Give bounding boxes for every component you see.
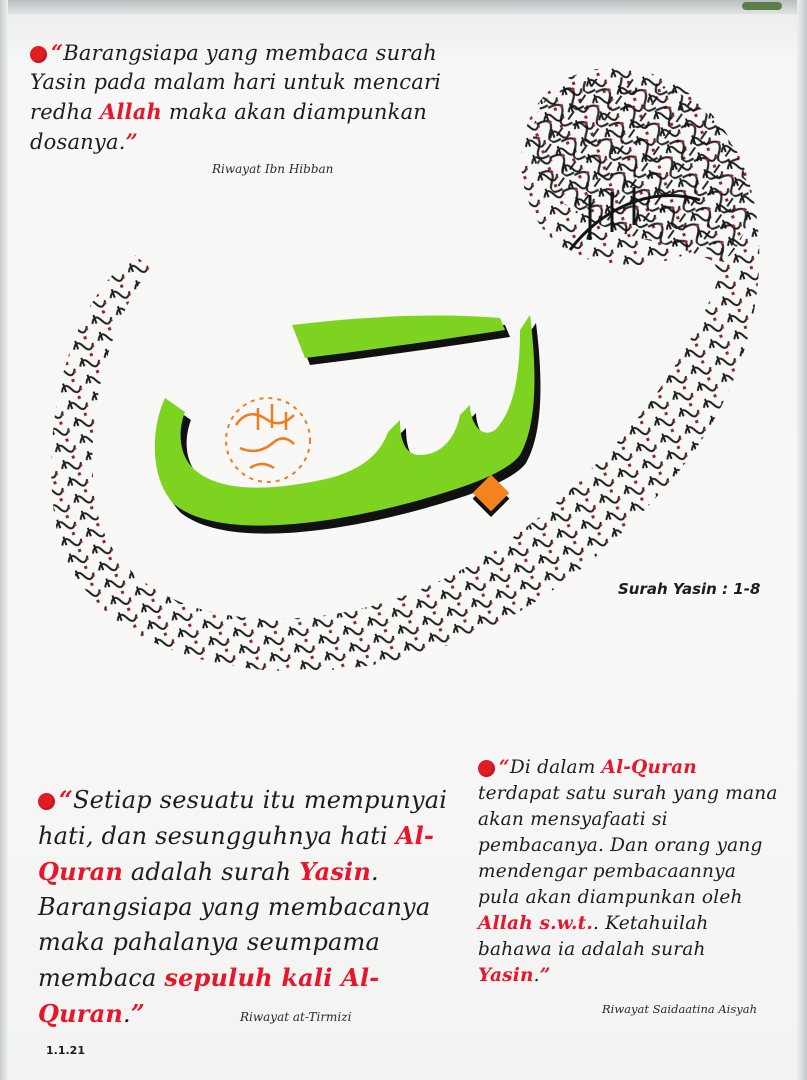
highlight-yasin: Yasin <box>299 857 372 886</box>
red-bullet-icon <box>38 793 55 810</box>
quote-text: Setiap sesuatu itu mempunyai hati, dan sesungguhnya hati <box>38 786 448 850</box>
highlight-al-quran: Al-Quran <box>38 821 435 886</box>
highlight-yasin: Yasin <box>478 965 534 986</box>
quote-text: adalah surah <box>123 858 300 886</box>
highlight-sepuluh-kali: sepuluh kali Al-Quran <box>38 963 380 1028</box>
close-quote: ” <box>539 965 551 986</box>
quote-at-tirmizi <box>38 782 458 1032</box>
yasin-main-calligraphy <box>155 315 541 534</box>
quote-highlight-allah: Allah <box>99 99 162 124</box>
red-bullet-icon <box>478 760 495 777</box>
quote-saidaatina-aisyah <box>478 755 778 989</box>
quote-text: Di dalam <box>509 757 602 778</box>
open-quote: “ <box>51 40 64 65</box>
date-label: 1.1.21 <box>46 1044 85 1057</box>
close-quote: ” <box>125 129 138 154</box>
quote-text: terdapat satu surah yang mana akan mensyafaati si pembacanya. Dan orang yang mendengar pembacaannya pula akan diampunkan oleh <box>478 783 778 908</box>
source-ibn-hibban: Riwayat Ibn Hibban <box>212 162 334 176</box>
quote-text-end: . <box>533 965 540 986</box>
highlight-allah-swt: Allah s.w.t. <box>478 913 594 934</box>
close-quote: ” <box>130 999 145 1028</box>
quote-text-end: . <box>123 1000 131 1028</box>
quote-text: . Barangsiapa yang membacanya maka pahalanya seumpama membaca <box>38 858 431 992</box>
source-saidaatina-aisyah: Riwayat Saidaatina Aisyah <box>602 1002 758 1016</box>
highlight-al-quran: Al-Quran <box>601 757 697 778</box>
open-quote: “ <box>499 757 510 778</box>
surah-caption: Surah Yasin : 1-8 <box>618 580 761 598</box>
red-bullet-icon <box>30 46 47 63</box>
quote-ibn-hibban <box>30 38 450 157</box>
quote-text-end: maka akan diampunkan dosanya. <box>30 100 428 154</box>
quote-text: Barangsiapa yang membaca surah Yasin pada malam hari untuk mencari redha <box>30 41 442 124</box>
quote-text: . Ketahuilah bahawa ia adalah surah <box>478 913 709 960</box>
source-at-tirmizi: Riwayat at-Tirmizi <box>240 1010 352 1024</box>
al-quran-al-hakim-roundel <box>226 398 310 482</box>
open-quote: “ <box>59 785 74 814</box>
